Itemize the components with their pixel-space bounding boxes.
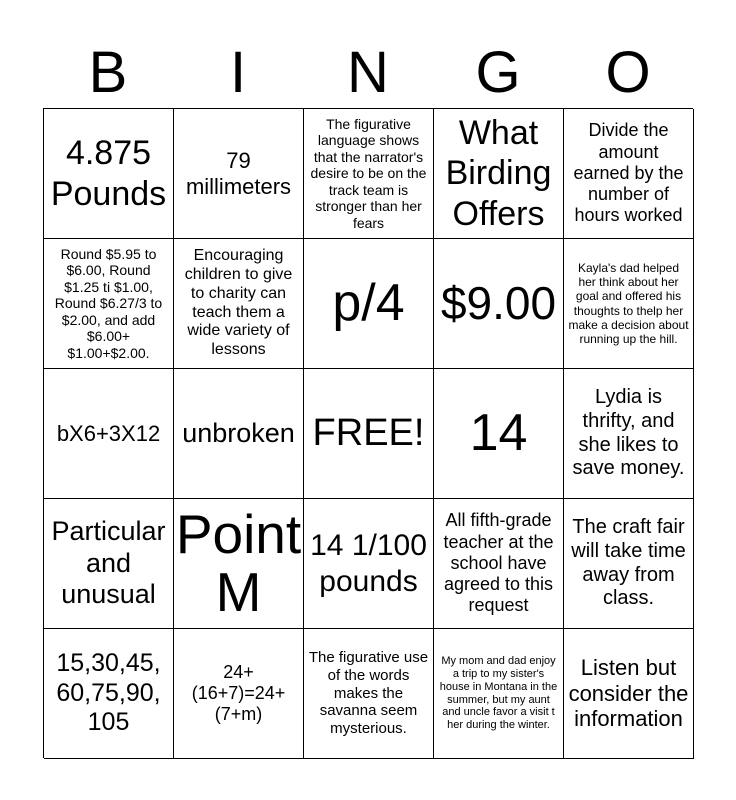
cell-text: What Birding Offers xyxy=(445,114,552,233)
bingo-cell-r4-c4[interactable] xyxy=(434,499,564,629)
cell-text: The figurative language shows that the narrator's desire to be on the track team is stronger than her fears xyxy=(310,115,427,231)
bingo-cell-r5-c1[interactable] xyxy=(44,629,174,759)
cell-text: 79 millimeters xyxy=(185,147,292,199)
cell-text: Round $5.95 to $6.00, Round $1.25 ti $1.00, Round $6.27/3 to $2.00, and add $6.00+ $1.00+$2.00. xyxy=(54,245,163,361)
bingo-cell-r4-c3[interactable] xyxy=(304,499,434,629)
bingo-grid xyxy=(43,108,693,758)
header-letter-n: N xyxy=(347,40,389,105)
bingo-cell-r3-c1[interactable] xyxy=(44,369,174,499)
bingo-cell-r1-c2[interactable] xyxy=(174,109,304,239)
cell-text: 14 xyxy=(469,403,528,462)
bingo-cell-r2-c5[interactable] xyxy=(564,239,694,369)
bingo-cell-r2-c3[interactable] xyxy=(304,239,434,369)
bingo-cell-r3-c2[interactable] xyxy=(174,369,304,499)
bingo-cell-r4-c5[interactable] xyxy=(564,499,694,629)
bingo-cell-r2-c1[interactable] xyxy=(44,239,174,369)
cell-text: $9.00 xyxy=(440,277,557,330)
cell-text: bX6+3X12 xyxy=(56,420,161,446)
bingo-cell-r5-c5[interactable] xyxy=(564,629,694,759)
cell-text: Particular and unusual xyxy=(51,515,166,610)
cell-text: Point M xyxy=(175,502,302,623)
cell-text: 24+ (16+7)=24+ (7+m) xyxy=(191,661,286,725)
bingo-cell-r1-c3[interactable] xyxy=(304,109,434,239)
cell-text: All fifth-grade teacher at the school have agreed to this request xyxy=(443,510,554,616)
header-letter-i: I xyxy=(229,40,247,105)
bingo-cell-r5-c3[interactable] xyxy=(304,629,434,759)
cell-text: The craft fair will take time away from class. xyxy=(571,516,686,610)
cell-text: Divide the amount earned by the number of hours worked xyxy=(573,120,684,226)
header-letter-g: G xyxy=(475,40,521,105)
cell-text: FREE! xyxy=(312,412,425,455)
bingo-cell-r2-c2[interactable] xyxy=(174,239,304,369)
cell-text: My mom and dad enjoy a trip to my sister's house in Montana in the summer, but my aunt and uncle favor a visit t her during the winter. xyxy=(439,654,558,732)
cell-text: Kayla's dad helped her think about her goal and offered his thoughts to thelp her make a decision about running up the hill. xyxy=(568,261,689,346)
cell-text: The figurative use of the words makes the savanna seem mysterious. xyxy=(308,649,429,738)
bingo-cell-r5-c2[interactable] xyxy=(174,629,304,759)
cell-text: unbroken xyxy=(182,417,295,448)
cell-text: Listen but consider the information xyxy=(568,654,689,732)
header-letter-b: B xyxy=(88,40,128,105)
bingo-cell-r4-c1[interactable] xyxy=(44,499,174,629)
cell-text: p/4 xyxy=(332,273,405,332)
cell-text: 4.875 Pounds xyxy=(50,134,167,213)
cell-text: Encouraging children to give to charity can teach them a wide variety of lessons xyxy=(184,246,293,359)
bingo-cell-r3-c4[interactable] xyxy=(434,369,564,499)
bingo-header xyxy=(43,40,693,106)
bingo-cell-r2-c4[interactable] xyxy=(434,239,564,369)
bingo-cell-r1-c4[interactable] xyxy=(434,109,564,239)
bingo-cell-r3-c5[interactable] xyxy=(564,369,694,499)
bingo-cell-r1-c1[interactable] xyxy=(44,109,174,239)
cell-text: 14 1/100 pounds xyxy=(310,529,427,598)
bingo-cell-r1-c5[interactable] xyxy=(564,109,694,239)
bingo-cell-r5-c4[interactable] xyxy=(434,629,564,759)
cell-text: Lydia is thrifty, and she likes to save money. xyxy=(572,386,685,480)
bingo-cell-r3-c3-free[interactable] xyxy=(304,369,434,499)
cell-text: 15,30,45, 60,75,90, 105 xyxy=(56,649,161,737)
bingo-cell-r4-c2[interactable] xyxy=(174,499,304,629)
header-letter-o: O xyxy=(605,40,651,105)
